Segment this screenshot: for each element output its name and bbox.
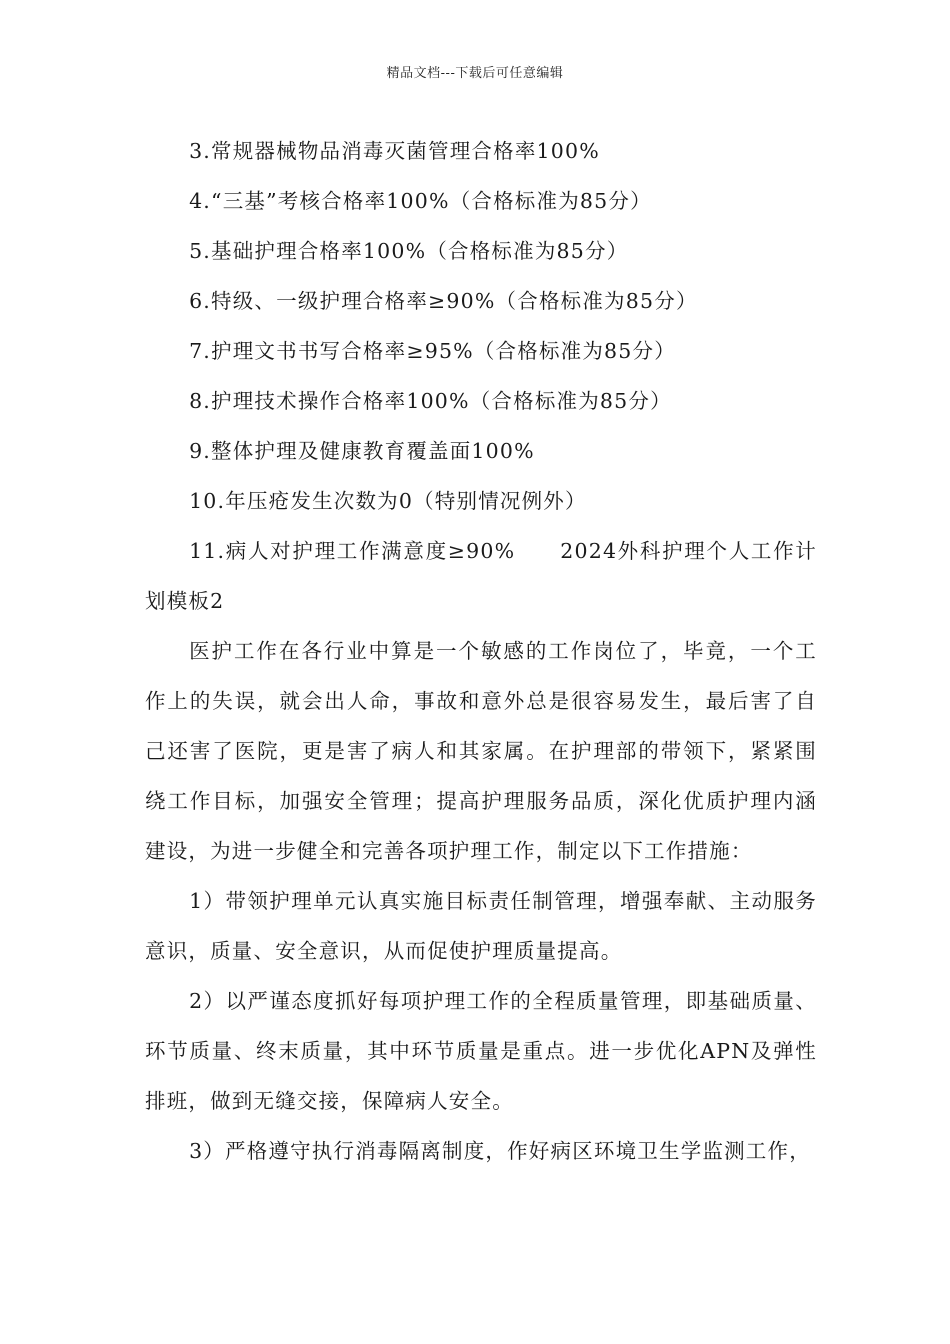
- page-header: 精品文档---下载后可任意编辑: [386, 66, 564, 81]
- list-item-9: 9.整体护理及健康教育覆盖面100%: [189, 439, 535, 463]
- list-item-8: 8.护理技术操作合格率100%（合格标准为85分）: [189, 389, 672, 413]
- measure-item-2: 2）以严谨态度抓好每项护理工作的全程质量管理，即基础质量、环节质量、终末质量，其中环节质量是重点。进一步优化APN及弹性排班，做到无缝交接，保障病人安全。: [145, 989, 817, 1113]
- measure-item-1: 1）带领护理单元认真实施目标责任制管理，增强奉献、主动服务意识，质量、安全意识，从而促使护理质量提高。: [145, 889, 817, 963]
- document-body: [145, 126, 817, 1176]
- list-item-4: 4.“三基”考核合格率100%（合格标准为85分）: [189, 189, 652, 213]
- list-item-11: 11.病人对护理工作满意度≥90% 2024外科护理个人工作计划模板2: [145, 539, 817, 613]
- list-item-7: 7.护理文书书写合格率≥95%（合格标准为85分）: [189, 339, 676, 363]
- list-item-10: 10.年压疮发生次数为0（特别情况例外）: [189, 489, 587, 513]
- list-item-5: 5.基础护理合格率100%（合格标准为85分）: [189, 239, 629, 263]
- body-paragraph-intro: 医护工作在各行业中算是一个敏感的工作岗位了，毕竟，一个工作上的失误，就会出人命，事故和意外总是很容易发生，最后害了自己还害了医院，更是害了病人和其家属。在护理部的带领下，紧紧围绕工作目标，加强安全管理；提高护理服务品质，深化优质护理内涵建设，为进一步健全和完善各项护理工作，制定以下工作措施：: [145, 639, 817, 863]
- list-item-6: 6.特级、一级护理合格率≥90%（合格标准为85分）: [189, 289, 698, 313]
- measure-item-3: 3）严格遵守执行消毒隔离制度，作好病区环境卫生学监测工作，: [189, 1139, 811, 1163]
- list-item-3: 3.常规器械物品消毒灭菌管理合格率100%: [189, 139, 600, 163]
